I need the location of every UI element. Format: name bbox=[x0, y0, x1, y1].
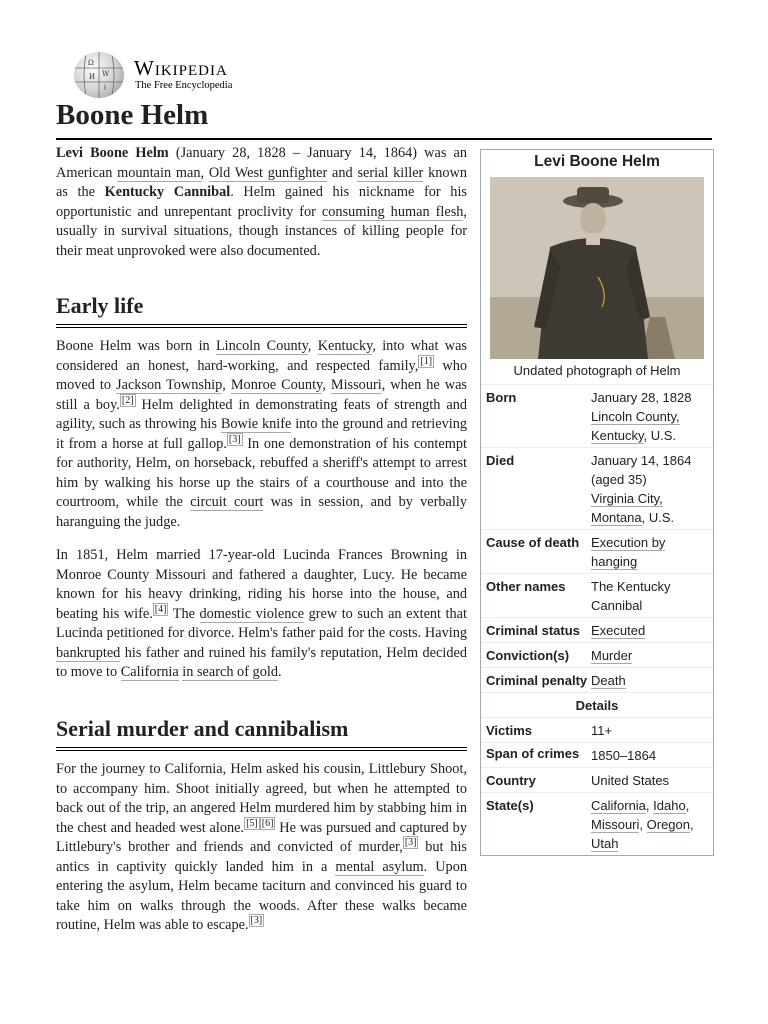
link-kentucky[interactable]: Kentucky bbox=[317, 338, 373, 354]
infobox-value: 11+ bbox=[591, 723, 613, 738]
died-age: (aged 35) bbox=[591, 472, 647, 487]
infobox-row-victims bbox=[481, 717, 713, 742]
link-mountain-man[interactable]: mountain man bbox=[117, 164, 201, 181]
infobox-value: 1850–1864 bbox=[591, 748, 657, 763]
body-text: The bbox=[168, 605, 200, 622]
intro-bold-name: Levi Boone Helm bbox=[56, 145, 169, 161]
svg-text:ا: ا bbox=[104, 84, 106, 92]
link-death[interactable]: Death bbox=[591, 673, 626, 688]
svg-text:И: И bbox=[89, 73, 96, 81]
body-text: . bbox=[277, 664, 282, 680]
link-kentucky[interactable]: Kentucky bbox=[591, 428, 644, 443]
portrait-caption: Undated photograph of Helm bbox=[513, 363, 681, 378]
link-murder[interactable]: Murder bbox=[591, 648, 633, 663]
infobox-value bbox=[591, 451, 709, 527]
body-text: was in session, and by verbally haranguing the judge. bbox=[56, 494, 467, 530]
link-montana[interactable]: Montana bbox=[591, 510, 642, 525]
link-missouri[interactable]: Missouri bbox=[330, 377, 382, 393]
link-jackson-township[interactable]: Jackson Township bbox=[116, 377, 223, 393]
page-title: Boone Helm bbox=[56, 96, 712, 140]
died-country: , U.S. bbox=[641, 510, 675, 525]
body-text: He was pursued and captured by Littlebury's brother and friends and convicted of murder, bbox=[56, 819, 467, 855]
body-text: his father and ruined his family's reputation, Helm decided to move to bbox=[56, 644, 467, 680]
svg-text:W: W bbox=[102, 70, 110, 78]
body-text: . Upon entering the asylum, Helm became taciturn and convinced his guard to take him on walks through the woods. After these walks became routine, Helm was able to escape. bbox=[56, 858, 467, 933]
reference-3[interactable]: [3] bbox=[228, 433, 241, 445]
wikipedia-logo[interactable] bbox=[74, 52, 274, 102]
reference-3[interactable]: [3] bbox=[250, 915, 263, 927]
reference-6[interactable]: [6] bbox=[261, 817, 274, 829]
born-date: January 28, 1828 bbox=[591, 390, 692, 405]
body-text: , bbox=[322, 377, 331, 393]
infobox-value: California, Idaho, Missouri, Oregon, Utah bbox=[591, 798, 694, 851]
reference-4[interactable]: [4] bbox=[154, 603, 167, 615]
link-state-missouri[interactable]: Missouri bbox=[591, 817, 640, 832]
infobox bbox=[480, 149, 714, 856]
body-text: In one demonstration of his contempt for authority, Helm, on horseback, rebuffed a sheriff's attempt to arrest him by walking his horse up the stairs of a courthouse and into the courtroom, while the bbox=[56, 435, 467, 510]
infobox-label: Span of crimes bbox=[486, 746, 580, 761]
intro-text: (January 28, 1828 – January 14, 1864) was an American bbox=[56, 145, 467, 181]
section-heading-serial-murder: Serial murder and cannibalism bbox=[56, 715, 467, 751]
link-state-utah[interactable]: Utah bbox=[591, 836, 619, 851]
body-text: , bbox=[307, 338, 318, 354]
intro-text: known as the bbox=[56, 164, 467, 200]
portrait-photo[interactable] bbox=[490, 177, 704, 359]
intro-text: and bbox=[327, 164, 358, 181]
infobox-value: The Kentucky Cannibal bbox=[591, 579, 671, 613]
infobox-value bbox=[591, 388, 709, 445]
body-text: grew to such an extent that Lucinda petitioned for divorce. Helm's father paid for the costs. Having bbox=[56, 605, 467, 641]
link-monroe-county[interactable]: Monroe County bbox=[230, 377, 323, 393]
body-text: into the ground and retrieving it from a horse at full gallop. bbox=[56, 416, 467, 452]
early-life-paragraph-1 bbox=[56, 337, 467, 532]
infobox-row-country bbox=[481, 767, 713, 792]
infobox-label: Victims bbox=[486, 723, 533, 738]
body-text: Boone Helm was born in bbox=[56, 338, 216, 354]
link-old-west-gunfighter[interactable]: Old West gunfighter bbox=[208, 164, 328, 181]
body-text: , into what was considered an honest, hard-working, and respected family, bbox=[56, 338, 467, 374]
link-execution-by-hanging[interactable]: Execution by hanging bbox=[591, 535, 666, 569]
body-text: In 1851, Helm married 17-year-old Lucinda Frances Browning in Monroe County Missouri and fathered a daughter, Lucy. He became known for his heavy drinking, riding his horse into the house, and beating his wife. bbox=[56, 547, 467, 622]
infobox-label: Cause of death bbox=[486, 535, 580, 550]
early-life-paragraph-2 bbox=[56, 546, 467, 683]
infobox-row-states bbox=[481, 792, 713, 855]
intro-paragraph bbox=[56, 144, 467, 261]
link-lincoln-county[interactable]: Lincoln County, bbox=[591, 409, 680, 424]
wikipedia-wordmark: Wikipedia bbox=[134, 56, 228, 80]
link-bankrupted[interactable]: bankrupted bbox=[56, 644, 121, 661]
infobox-label: Other names bbox=[486, 579, 566, 594]
infobox-row-criminal-penalty bbox=[481, 667, 713, 692]
body-text: but his antics in captivity quickly landed him in a bbox=[56, 839, 467, 875]
born-country: , U.S. bbox=[643, 428, 677, 443]
infobox-label: Criminal penalty bbox=[486, 673, 588, 688]
infobox-label: Died bbox=[486, 453, 515, 468]
infobox-row-born bbox=[481, 384, 713, 447]
intro-text: . Helm gained his nickname for his opportunistic and unrepentant proclivity for bbox=[56, 184, 467, 220]
infobox-row-criminal-status bbox=[481, 617, 713, 642]
link-serial-killer[interactable]: serial killer bbox=[357, 164, 424, 181]
reference-5[interactable]: [5] bbox=[246, 817, 258, 829]
link-domestic-violence[interactable]: domestic violence bbox=[199, 605, 305, 622]
link-circuit-court[interactable]: circuit court bbox=[190, 494, 264, 510]
body-text: , when he was still a boy. bbox=[56, 377, 467, 413]
link-state-idaho[interactable]: Idaho bbox=[653, 798, 686, 813]
body-text: For the journey to California, Helm asked his cousin, Littlebury Shoot, to accompany him. Shoot initially agreed, but when he attempted to back out of the trip, an angered Helm murdered him by stabbing him in the chest and headed west alone. bbox=[56, 761, 467, 836]
svg-text:Ω: Ω bbox=[88, 59, 94, 67]
infobox-row-cause-of-death bbox=[481, 529, 713, 573]
infobox-title: Levi Boone Helm bbox=[534, 153, 660, 170]
intro-bold-nickname: Kentucky Cannibal bbox=[104, 184, 231, 200]
infobox-label: Conviction(s) bbox=[486, 648, 570, 663]
infobox-section-details: Details bbox=[481, 692, 713, 717]
infobox-label: Country bbox=[486, 773, 536, 788]
infobox-row-span-of-crimes bbox=[481, 742, 713, 767]
link-in-search-of-gold[interactable]: in search of gold bbox=[182, 664, 278, 680]
reference-3[interactable]: [3] bbox=[404, 837, 417, 849]
infobox-row-convictions bbox=[481, 642, 713, 667]
infobox-label: Born bbox=[486, 390, 517, 405]
link-california[interactable]: California bbox=[120, 664, 179, 680]
link-virginia-city[interactable]: Virginia City, bbox=[591, 491, 663, 506]
wikipedia-tagline: The Free Encyclopedia bbox=[135, 80, 233, 91]
infobox-label: State(s) bbox=[486, 798, 534, 813]
body-text: who moved to bbox=[56, 357, 467, 393]
infobox-label: Criminal status bbox=[486, 623, 580, 638]
serial-murder-paragraph-1 bbox=[56, 760, 467, 936]
link-lincoln-county[interactable]: Lincoln County bbox=[215, 338, 308, 354]
puzzle-globe-icon bbox=[74, 52, 124, 98]
intro-text: , usually in survival situations, though instances of killing people for their meat unprovoked were also documented. bbox=[56, 203, 467, 259]
body-text: Helm delighted in demonstrating feats of strength and agility, such as throwing his bbox=[56, 396, 467, 432]
link-executed[interactable]: Executed bbox=[591, 623, 646, 638]
section-heading-early-life: Early life bbox=[56, 292, 467, 328]
died-date: January 14, 1864 bbox=[591, 453, 692, 468]
link-consuming-human-flesh[interactable]: consuming human flesh bbox=[321, 203, 464, 220]
link-state-california[interactable]: California bbox=[591, 798, 646, 813]
infobox-row-other-names bbox=[481, 573, 713, 617]
reference-2[interactable]: [2] bbox=[121, 394, 134, 406]
infobox-row-died bbox=[481, 447, 713, 529]
link-mental-asylum[interactable]: mental asylum bbox=[335, 858, 424, 875]
link-state-oregon[interactable]: Oregon bbox=[646, 817, 691, 832]
intro-text: , bbox=[200, 164, 209, 181]
infobox-value: United States bbox=[591, 773, 670, 788]
reference-1[interactable]: [1] bbox=[420, 355, 433, 367]
body-text: , bbox=[222, 377, 231, 393]
link-bowie-knife[interactable]: Bowie knife bbox=[220, 416, 292, 432]
